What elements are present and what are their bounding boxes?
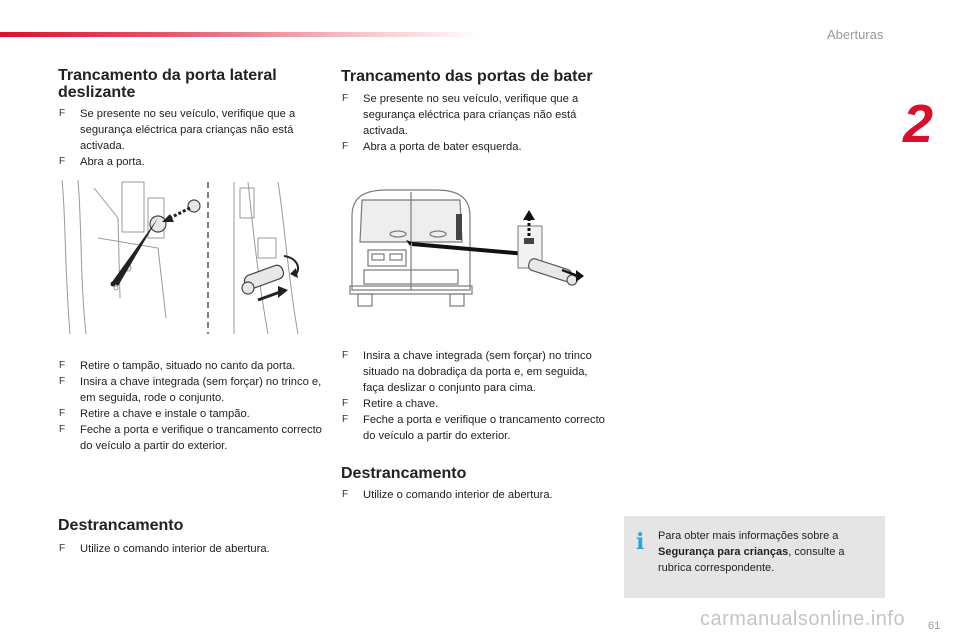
left-unlock-list: [58, 541, 323, 557]
right-intro-list: [341, 91, 611, 155]
list-item: F Se presente no seu veículo, verifique que a segurança eléctrica para crianças não está activada.: [59, 108, 296, 152]
list-item: F Abra a porta.: [59, 156, 145, 168]
bullet-icon: F: [59, 156, 66, 167]
bullet-icon: F: [342, 414, 349, 425]
rear-doors-lock-illustration: [346, 186, 586, 310]
list-item: F Utilize o comando interior de abertura.: [59, 543, 270, 555]
list-item: F Feche a porta e verifique o trancamento correcto do veículo a partir do exterior.: [342, 414, 605, 442]
chapter-title: Aberturas: [827, 27, 884, 42]
list-item: F Retire o tampão, situado no canto da porta.: [59, 360, 296, 372]
left-intro-list: [58, 106, 323, 170]
list-item: F Abra a porta de bater esquerda.: [342, 141, 522, 153]
bullet-icon: F: [59, 408, 66, 419]
left-section-title: Trancamento da porta lateral deslizante: [58, 67, 277, 101]
left-unlock-header: [58, 517, 323, 534]
right-section-header: [341, 68, 611, 85]
bullet-icon: F: [342, 141, 349, 152]
bullet-icon: F: [342, 350, 349, 361]
watermark: carmanualsonline.info: [700, 608, 906, 630]
list-item: F Feche a porta e verifique o trancamento correcto do veículo a partir do exterior.: [59, 424, 322, 452]
list-item: F Insira a chave integrada (sem forçar) no trinco situado na dobradiça da porta e, em seguida, faça deslizar o conjunto para cima.: [342, 350, 592, 394]
right-unlock-header: [341, 465, 611, 482]
bullet-icon: F: [342, 489, 349, 500]
list-item: F Insira a chave integrada (sem forçar) no trinco e, em seguida, rode o conjunto.: [59, 376, 322, 404]
bullet-icon: F: [59, 108, 66, 119]
header-accent-bar: [0, 32, 480, 37]
bullet-icon: F: [59, 376, 66, 387]
bullet-icon: F: [59, 360, 66, 371]
bullet-icon: F: [342, 398, 349, 409]
info-box: [624, 516, 885, 598]
list-item: F Utilize o comando interior de abertura.: [342, 489, 553, 501]
right-steps-list: [341, 348, 611, 444]
right-unlock-title: Destrancamento: [341, 465, 467, 482]
list-item: F Retire a chave e instale o tampão.: [59, 408, 250, 420]
left-section-header: [58, 67, 323, 101]
bullet-icon: F: [59, 424, 66, 435]
bullet-icon: F: [59, 543, 66, 554]
info-text: Para obter mais informações sobre a Segurança para crianças, consulte a rubrica correspondente.: [658, 530, 845, 574]
left-steps-list: [58, 358, 323, 454]
chapter-number: 2: [903, 94, 934, 154]
list-item: F Retire a chave.: [342, 398, 439, 410]
sliding-door-lock-illustration: [58, 178, 314, 336]
info-icon: i: [636, 529, 645, 555]
page-number: 61: [928, 620, 941, 632]
right-unlock-list: [341, 487, 611, 503]
list-item: F Se presente no seu veículo, verifique que a segurança eléctrica para crianças não está activada.: [342, 93, 579, 137]
left-unlock-title: Destrancamento: [58, 517, 184, 534]
right-section-title: Trancamento das portas de bater: [341, 68, 593, 85]
bullet-icon: F: [342, 93, 349, 104]
info-bold-text: Segurança para crianças: [658, 546, 789, 558]
